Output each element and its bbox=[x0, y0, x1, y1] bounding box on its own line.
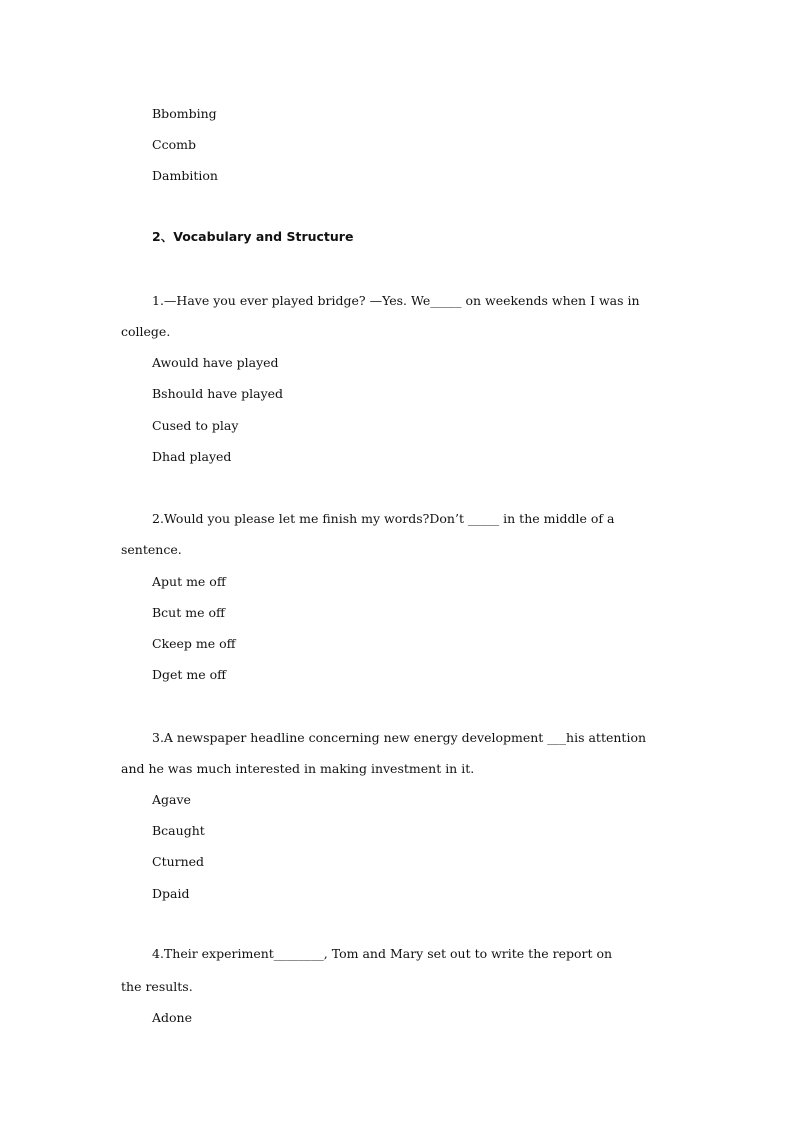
option-text: Ckeep me off bbox=[152, 636, 236, 651]
question-stem: 4.Their experiment________, Tom and Mary set out to write the report on bbox=[152, 946, 613, 961]
question-stem-continued: college. bbox=[121, 324, 171, 339]
option-text: Ccomb bbox=[152, 137, 196, 152]
question-stem-continued: and he was much interested in making investment in it. bbox=[121, 761, 475, 776]
option-text: Cused to play bbox=[152, 418, 239, 433]
option-text: Cturned bbox=[152, 854, 205, 869]
option-text: Dambition bbox=[152, 168, 218, 183]
option-text: Bcut me off bbox=[152, 605, 225, 620]
option-text: Agave bbox=[152, 792, 191, 807]
option-text: Bbombing bbox=[152, 106, 217, 121]
question-stem: 2.Would you please let me finish my words?Don’t _____ in the middle of a bbox=[152, 511, 615, 526]
option-text: Dpaid bbox=[152, 886, 190, 901]
option-text: Bshould have played bbox=[152, 386, 284, 401]
question-stem-continued: the results. bbox=[121, 979, 193, 994]
option-text: Dget me off bbox=[152, 667, 227, 682]
option-text: Aput me off bbox=[152, 574, 226, 589]
question-stem: 3.A newspaper headline concerning new energy development ___his attention bbox=[152, 730, 647, 745]
section-heading: 2、Vocabulary and Structure bbox=[152, 229, 354, 244]
option-text: Dhad played bbox=[152, 449, 232, 464]
option-text: Bcaught bbox=[152, 823, 205, 838]
question-stem-continued: sentence. bbox=[121, 542, 182, 557]
option-text: Adone bbox=[152, 1010, 193, 1025]
question-stem: 1.—Have you ever played bridge? —Yes. We_____ on weekends when I was in bbox=[152, 293, 640, 308]
option-text: Awould have played bbox=[152, 355, 279, 370]
